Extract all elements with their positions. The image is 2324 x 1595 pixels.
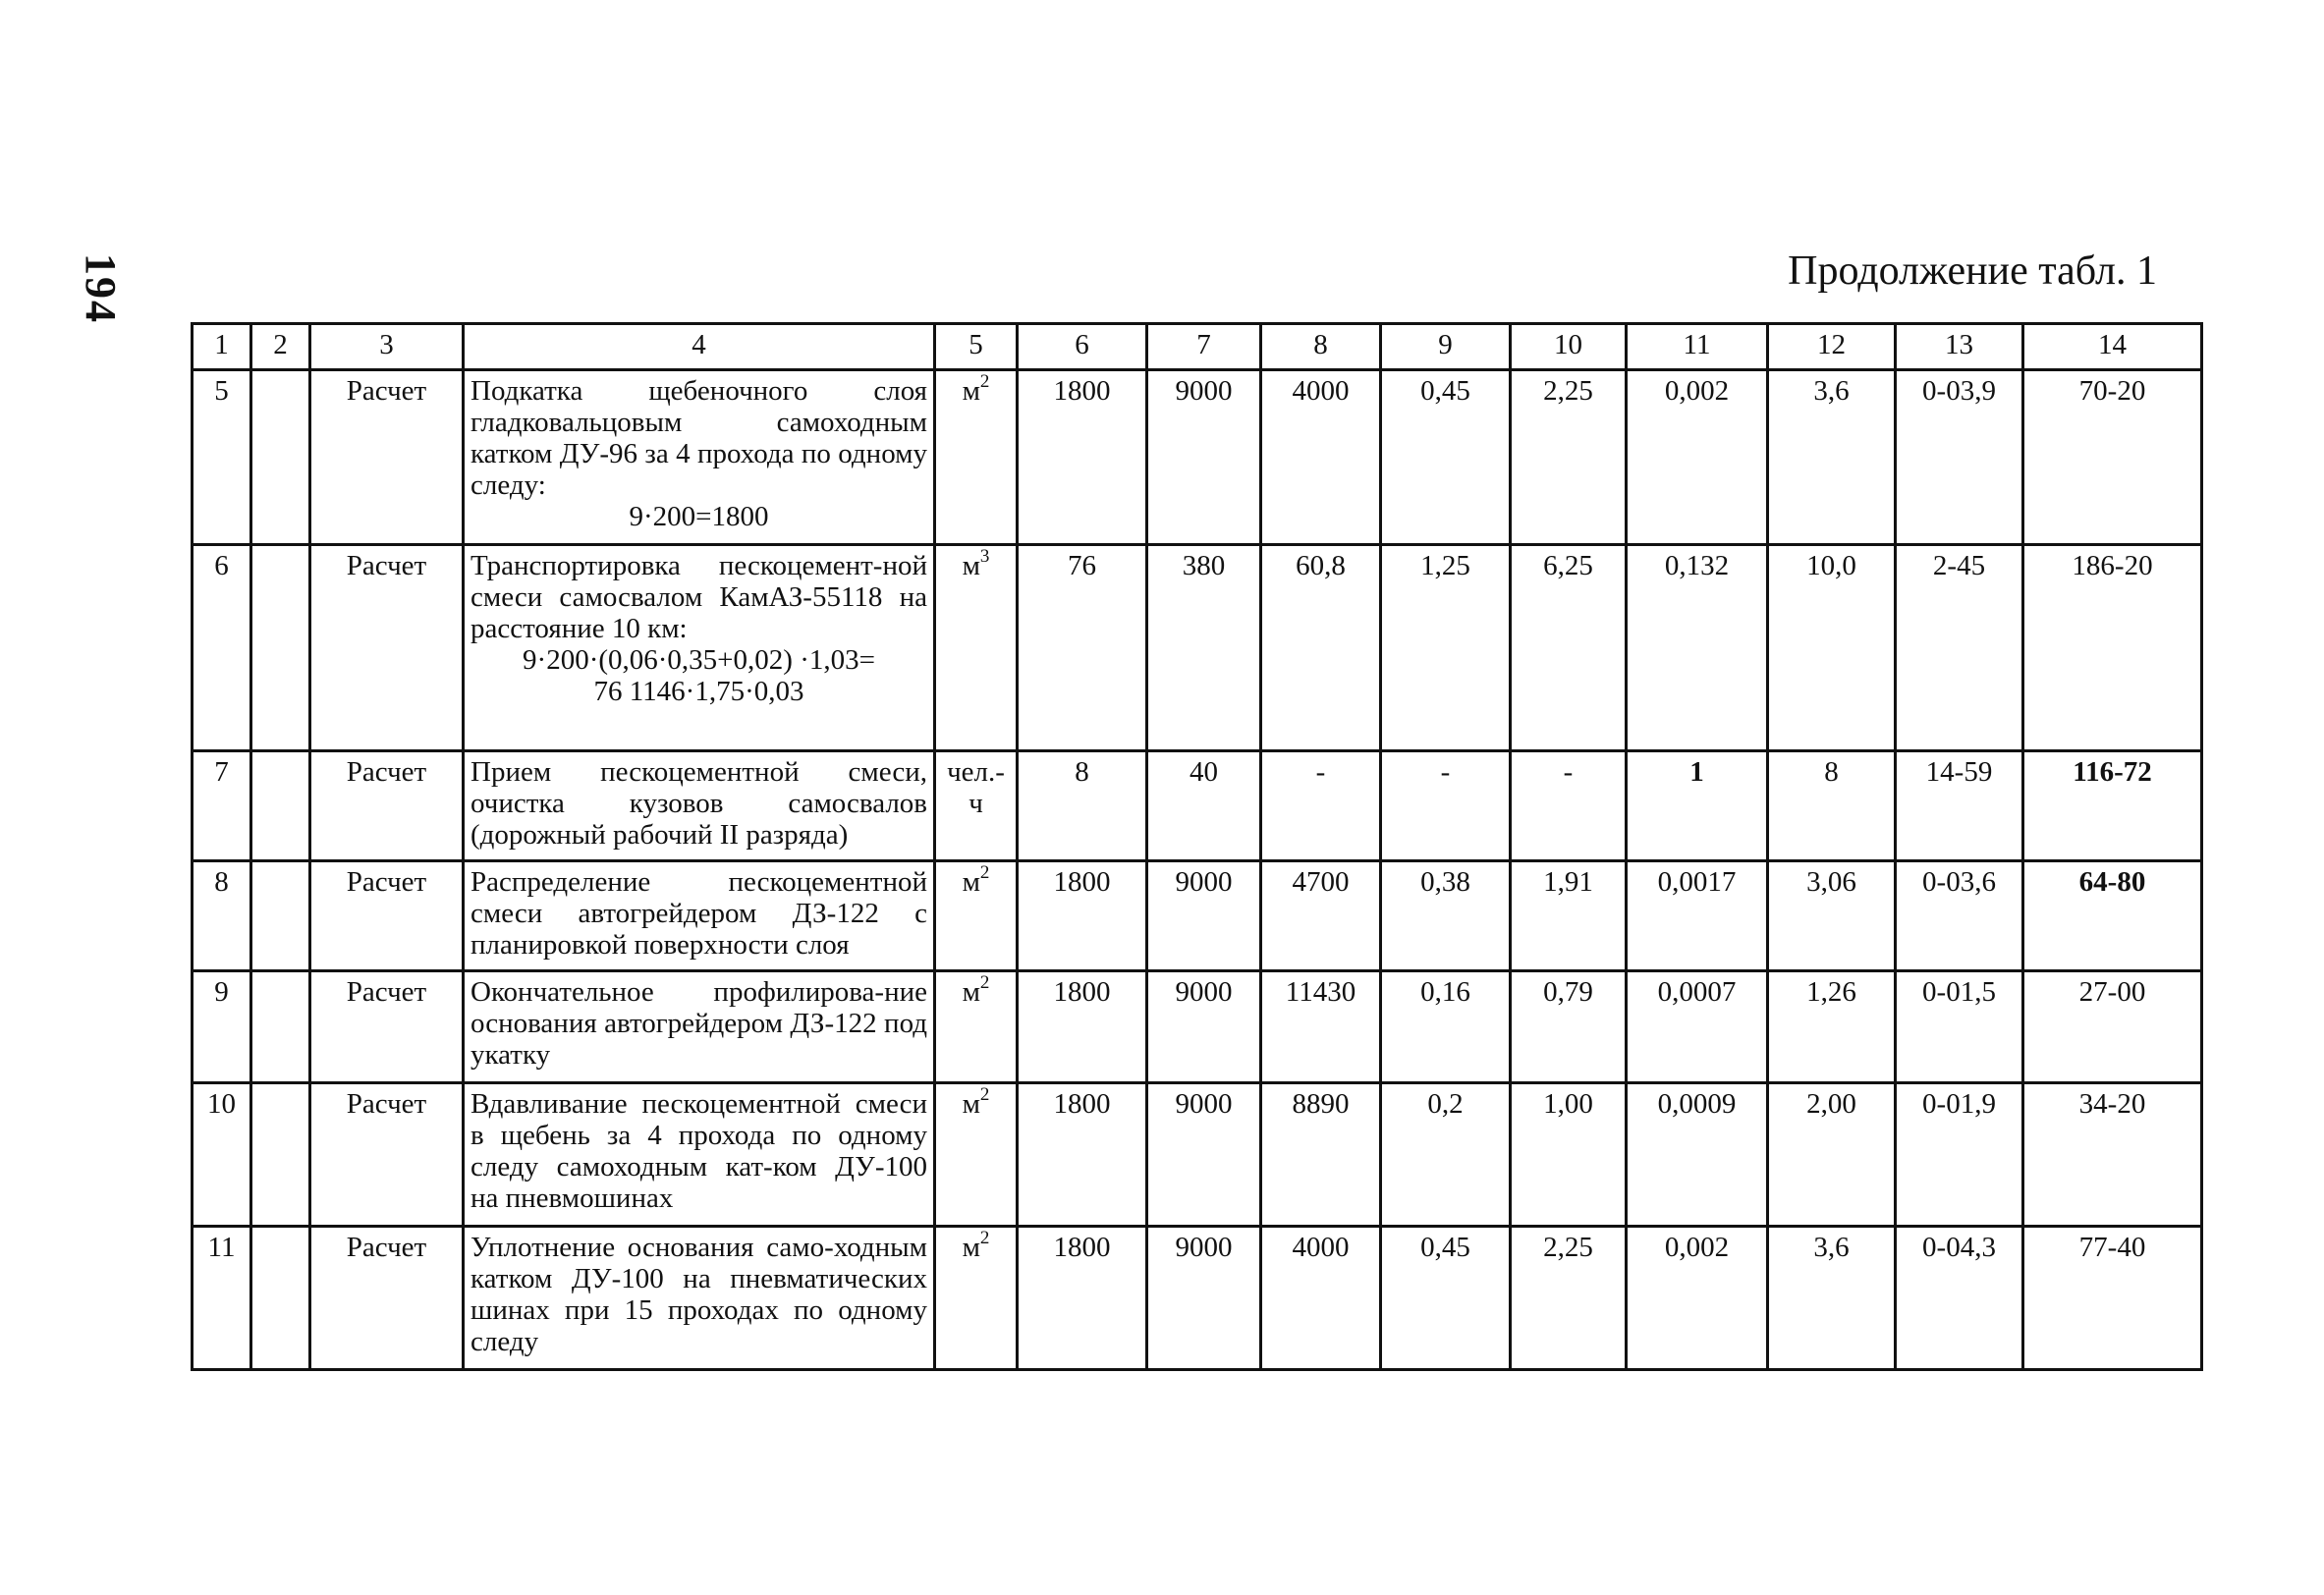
value-cell-11: 0,0009 bbox=[1627, 1083, 1768, 1227]
unit-text: чел.-ч bbox=[947, 756, 1005, 819]
value-cell-11: 0,0017 bbox=[1627, 861, 1768, 971]
description-cell bbox=[464, 545, 935, 751]
description-text: Окончательное профилирова-ние основания автогрейдером ДЗ-122 под укатку bbox=[470, 976, 927, 1071]
value-cell-12: 1,26 bbox=[1768, 971, 1896, 1083]
work-table bbox=[191, 322, 2203, 1371]
empty-cell bbox=[251, 861, 310, 971]
value-cell-13: 0-01,5 bbox=[1896, 971, 2023, 1083]
row-number-cell: 8 bbox=[193, 861, 251, 971]
description-cell bbox=[464, 971, 935, 1083]
unit-text: м bbox=[962, 1232, 980, 1263]
value-cell-11: 0,002 bbox=[1627, 1227, 1768, 1370]
empty-cell bbox=[251, 971, 310, 1083]
table-body bbox=[193, 370, 2202, 1370]
value-cell-8: 60,8 bbox=[1261, 545, 1381, 751]
description-cell bbox=[464, 861, 935, 971]
basis-cell: Расчет bbox=[310, 861, 464, 971]
value-cell-13: 0-04,3 bbox=[1896, 1227, 2023, 1370]
value-cell-13: 0-01,9 bbox=[1896, 1083, 2023, 1227]
table-row bbox=[193, 1083, 2202, 1227]
basis-cell: Расчет bbox=[310, 971, 464, 1083]
value-cell-14: 186-20 bbox=[2023, 545, 2202, 751]
value-cell-12: 8 bbox=[1768, 751, 1896, 861]
value-cell-10: 2,25 bbox=[1511, 370, 1627, 545]
column-header: 10 bbox=[1511, 324, 1627, 370]
column-header: 2 bbox=[251, 324, 310, 370]
value-cell-10: 1,91 bbox=[1511, 861, 1627, 971]
value-cell-7: 9000 bbox=[1147, 1083, 1261, 1227]
column-header: 7 bbox=[1147, 324, 1261, 370]
value-cell-8: 8890 bbox=[1261, 1083, 1381, 1227]
value-cell-10: - bbox=[1511, 751, 1627, 861]
value-cell-13: 14-59 bbox=[1896, 751, 2023, 861]
value-cell-6: 76 bbox=[1018, 545, 1147, 751]
description-text: Подкатка щебеночного слоя гладковальцовым самоходным катком ДУ-96 за 4 прохода по одному следу: bbox=[470, 375, 927, 501]
unit-text: м bbox=[962, 550, 980, 581]
formula-text: 76 1146·1,75·0,03 bbox=[593, 676, 804, 707]
value-cell-12: 2,00 bbox=[1768, 1083, 1896, 1227]
value-cell-14: 70-20 bbox=[2023, 370, 2202, 545]
value-cell-9: 0,38 bbox=[1381, 861, 1511, 971]
empty-cell bbox=[251, 1083, 310, 1227]
row-number-cell: 9 bbox=[193, 971, 251, 1083]
unit-exponent: 2 bbox=[979, 972, 990, 994]
value-cell-9: 0,45 bbox=[1381, 370, 1511, 545]
header-row bbox=[193, 324, 2202, 370]
value-cell-14: 27-00 bbox=[2023, 971, 2202, 1083]
value-cell-7: 9000 bbox=[1147, 861, 1261, 971]
value-cell-9: - bbox=[1381, 751, 1511, 861]
row-number-cell: 6 bbox=[193, 545, 251, 751]
column-header: 5 bbox=[935, 324, 1018, 370]
value-cell-8: 4700 bbox=[1261, 861, 1381, 971]
value-cell-14: 77-40 bbox=[2023, 1227, 2202, 1370]
table-row bbox=[193, 370, 2202, 545]
unit-cell bbox=[935, 1227, 1018, 1370]
value-cell-12: 3,6 bbox=[1768, 1227, 1896, 1370]
column-header: 11 bbox=[1627, 324, 1768, 370]
description-text: Транспортировка пескоцемент-ной смеси самосвалом КамАЗ-55118 на расстояние 10 км: bbox=[470, 550, 927, 644]
value-cell-8: 11430 bbox=[1261, 971, 1381, 1083]
unit-cell bbox=[935, 971, 1018, 1083]
unit-exponent: 2 bbox=[979, 1084, 990, 1106]
value-cell-14: 64-80 bbox=[2023, 861, 2202, 971]
unit-exponent: 2 bbox=[979, 1228, 990, 1249]
value-cell-6: 8 bbox=[1018, 751, 1147, 861]
column-header: 9 bbox=[1381, 324, 1511, 370]
value-cell-14: 116-72 bbox=[2023, 751, 2202, 861]
value-cell-10: 0,79 bbox=[1511, 971, 1627, 1083]
value-cell-6: 1800 bbox=[1018, 1227, 1147, 1370]
basis-cell: Расчет bbox=[310, 545, 464, 751]
value-cell-11: 1 bbox=[1627, 751, 1768, 861]
value-cell-8: - bbox=[1261, 751, 1381, 861]
unit-cell bbox=[935, 1083, 1018, 1227]
value-cell-7: 9000 bbox=[1147, 370, 1261, 545]
column-header: 4 bbox=[464, 324, 935, 370]
description-cell bbox=[464, 370, 935, 545]
value-cell-12: 3,06 bbox=[1768, 861, 1896, 971]
empty-cell bbox=[251, 370, 310, 545]
value-cell-8: 4000 bbox=[1261, 1227, 1381, 1370]
value-cell-13: 0-03,6 bbox=[1896, 861, 2023, 971]
value-cell-9: 0,16 bbox=[1381, 971, 1511, 1083]
unit-exponent: 2 bbox=[979, 371, 990, 393]
value-cell-10: 2,25 bbox=[1511, 1227, 1627, 1370]
unit-exponent: 2 bbox=[979, 862, 990, 884]
value-cell-10: 1,00 bbox=[1511, 1083, 1627, 1227]
value-cell-6: 1800 bbox=[1018, 971, 1147, 1083]
row-number-cell: 11 bbox=[193, 1227, 251, 1370]
value-cell-11: 0,132 bbox=[1627, 545, 1768, 751]
value-cell-14: 34-20 bbox=[2023, 1083, 2202, 1227]
description-cell bbox=[464, 751, 935, 861]
description-text: Прием пескоцементной смеси, очистка кузовов самосвалов (дорожный рабочий II разряда) bbox=[470, 756, 927, 851]
page-number: 194 bbox=[77, 253, 125, 324]
basis-cell: Расчет bbox=[310, 1083, 464, 1227]
unit-cell bbox=[935, 861, 1018, 971]
value-cell-6: 1800 bbox=[1018, 1083, 1147, 1227]
value-cell-7: 9000 bbox=[1147, 1227, 1261, 1370]
unit-text: м bbox=[962, 375, 980, 407]
value-cell-7: 40 bbox=[1147, 751, 1261, 861]
description-text: Распределение пескоцементной смеси автогрейдером ДЗ-122 с планировкой поверхности слоя bbox=[470, 866, 927, 961]
value-cell-8: 4000 bbox=[1261, 370, 1381, 545]
empty-cell bbox=[251, 545, 310, 751]
value-cell-12: 3,6 bbox=[1768, 370, 1896, 545]
column-header: 6 bbox=[1018, 324, 1147, 370]
value-cell-7: 380 bbox=[1147, 545, 1261, 751]
row-number-cell: 7 bbox=[193, 751, 251, 861]
unit-text: м bbox=[962, 866, 980, 898]
unit-cell bbox=[935, 370, 1018, 545]
column-header: 13 bbox=[1896, 324, 2023, 370]
column-header: 12 bbox=[1768, 324, 1896, 370]
empty-cell bbox=[251, 1227, 310, 1370]
value-cell-13: 0-03,9 bbox=[1896, 370, 2023, 545]
value-cell-11: 0,002 bbox=[1627, 370, 1768, 545]
table-row bbox=[193, 1227, 2202, 1370]
value-cell-12: 10,0 bbox=[1768, 545, 1896, 751]
row-number-cell: 10 bbox=[193, 1083, 251, 1227]
value-cell-13: 2-45 bbox=[1896, 545, 2023, 751]
table-row bbox=[193, 545, 2202, 751]
value-cell-10: 6,25 bbox=[1511, 545, 1627, 751]
table-row bbox=[193, 751, 2202, 861]
column-header: 1 bbox=[193, 324, 251, 370]
basis-cell: Расчет bbox=[310, 370, 464, 545]
column-header: 8 bbox=[1261, 324, 1381, 370]
empty-cell bbox=[251, 751, 310, 861]
column-header: 3 bbox=[310, 324, 464, 370]
basis-cell: Расчет bbox=[310, 751, 464, 861]
unit-text: м bbox=[962, 1088, 980, 1120]
column-header: 14 bbox=[2023, 324, 2202, 370]
description-text: Уплотнение основания само-ходным катком ДУ-100 на пневматических шинах при 15 проходах по одному следу bbox=[470, 1232, 927, 1357]
unit-cell bbox=[935, 545, 1018, 751]
table-row bbox=[193, 861, 2202, 971]
table-row bbox=[193, 971, 2202, 1083]
unit-text: м bbox=[962, 976, 980, 1008]
value-cell-6: 1800 bbox=[1018, 861, 1147, 971]
basis-cell: Расчет bbox=[310, 1227, 464, 1370]
description-cell bbox=[464, 1083, 935, 1227]
value-cell-6: 1800 bbox=[1018, 370, 1147, 545]
value-cell-7: 9000 bbox=[1147, 971, 1261, 1083]
table-caption: Продолжение табл. 1 bbox=[1788, 248, 2157, 294]
value-cell-11: 0,0007 bbox=[1627, 971, 1768, 1083]
description-cell bbox=[464, 1227, 935, 1370]
row-number-cell: 5 bbox=[193, 370, 251, 545]
formula-text: 9·200=1800 bbox=[629, 501, 769, 532]
unit-exponent: 3 bbox=[979, 546, 990, 568]
formula-text: 9·200·(0,06·0,35+0,02) ·1,03= bbox=[523, 644, 875, 676]
value-cell-9: 0,2 bbox=[1381, 1083, 1511, 1227]
unit-cell bbox=[935, 751, 1018, 861]
value-cell-9: 0,45 bbox=[1381, 1227, 1511, 1370]
value-cell-9: 1,25 bbox=[1381, 545, 1511, 751]
description-text: Вдавливание пескоцементной смеси в щебень за 4 прохода по одному следу самоходным кат-ком ДУ-100 на пневмошинах bbox=[470, 1088, 927, 1214]
